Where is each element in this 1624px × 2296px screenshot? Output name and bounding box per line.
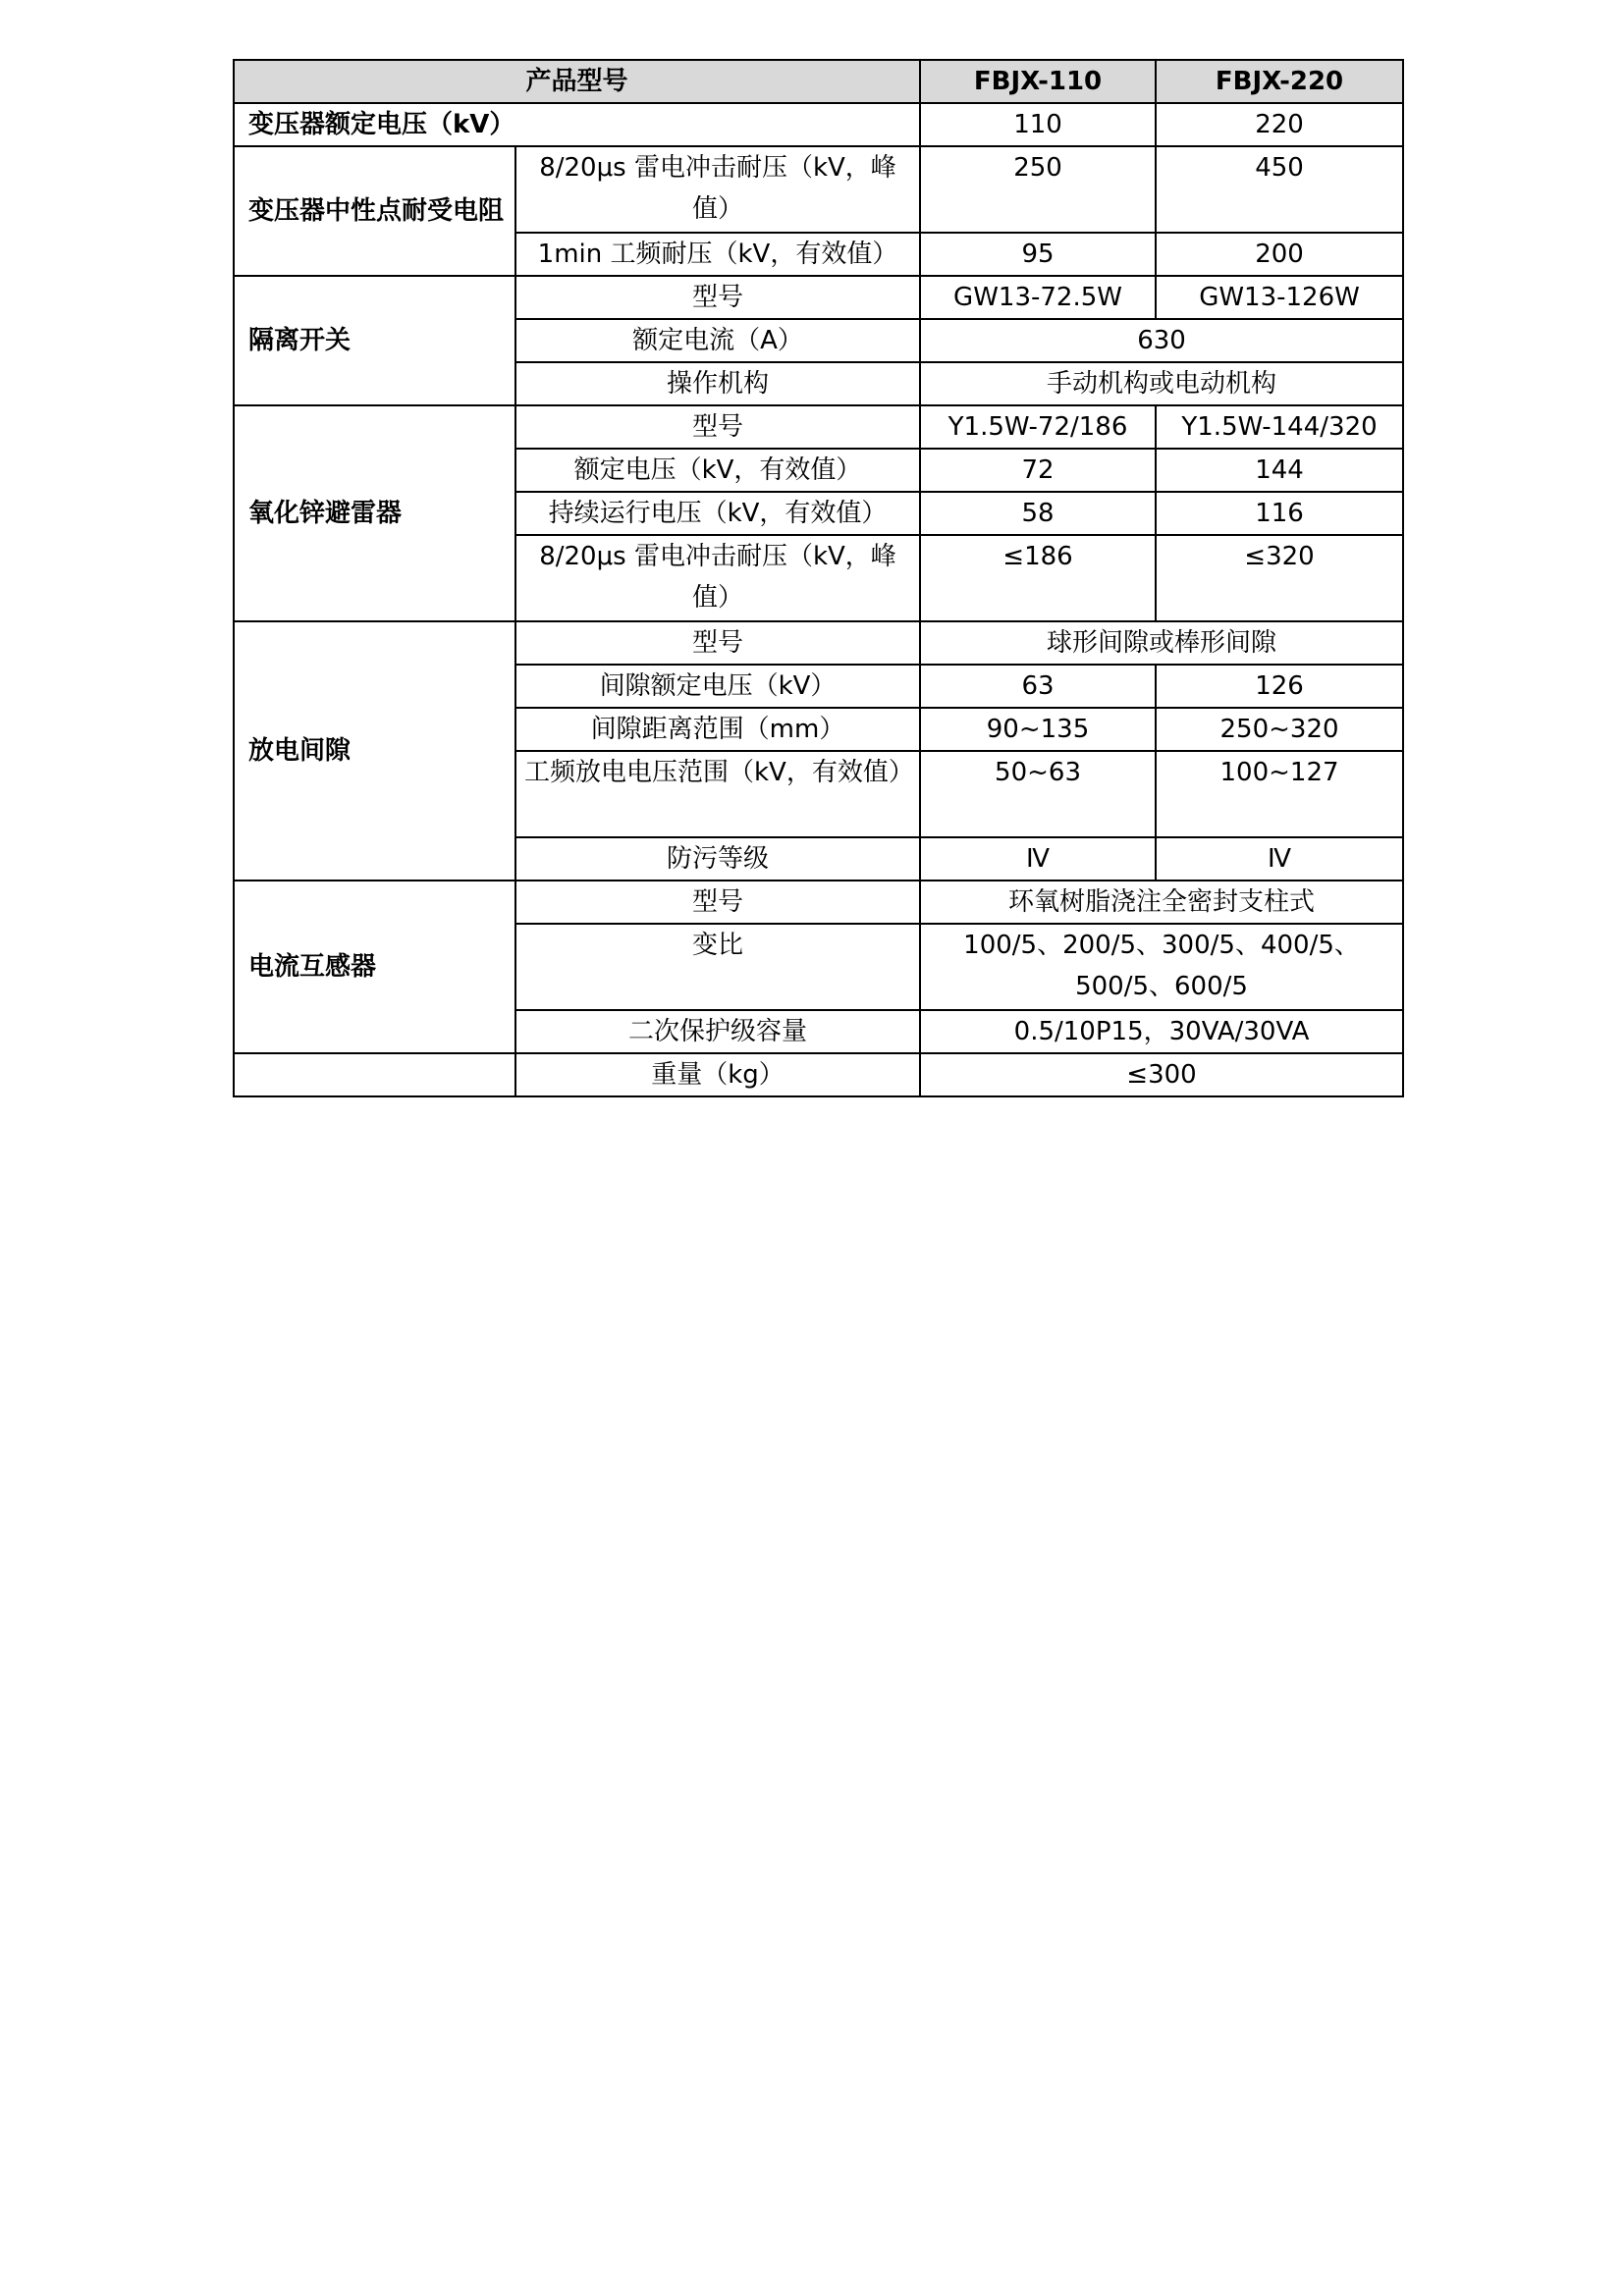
neutral-power-freq-label: 1min 工频耐压（kV，有效值）: [515, 233, 920, 276]
gap-distance-label: 间隙距离范围（mm）: [515, 708, 920, 751]
header-model-a: FBJX-110: [920, 60, 1156, 103]
table-row: [234, 881, 1403, 924]
arrester-category: 氧化锌避雷器: [234, 405, 515, 621]
table-row: [234, 405, 1403, 449]
neutral-impulse-label: 8/20μs 雷电冲击耐压（kV，峰值）: [515, 146, 920, 233]
gap-category: 放电间隙: [234, 621, 515, 881]
gap-rated-label: 间隙额定电压（kV）: [515, 665, 920, 708]
neutral-impulse-b: 450: [1156, 146, 1403, 233]
switch-mechanism-label: 操作机构: [515, 362, 920, 405]
gap-pollution-a: Ⅳ: [920, 837, 1156, 881]
arrester-impulse-label: 8/20μs 雷电冲击耐压（kV，峰值）: [515, 535, 920, 621]
weight-empty-cell: [234, 1053, 515, 1096]
switch-current-label: 额定电流（A）: [515, 319, 920, 362]
weight-label: 重量（kg）: [515, 1053, 920, 1096]
arrester-rated-a: 72: [920, 449, 1156, 492]
gap-pollution-b: Ⅳ: [1156, 837, 1403, 881]
arrester-continuous-a: 58: [920, 492, 1156, 535]
arrester-model-a: Y1.5W-72/186: [920, 405, 1156, 449]
ct-ratio-label: 变比: [515, 924, 920, 1010]
rated-voltage-label: 变压器额定电压（kV）: [234, 103, 920, 146]
table-row: [234, 621, 1403, 665]
table-row: [234, 276, 1403, 319]
gap-discharge-b: 100~127: [1156, 751, 1403, 837]
arrester-rated-label: 额定电压（kV，有效值）: [515, 449, 920, 492]
ct-ratio-value: 100/5、200/5、300/5、400/5、500/5、600/5: [920, 924, 1403, 1010]
neutral-power-freq-a: 95: [920, 233, 1156, 276]
gap-distance-b: 250~320: [1156, 708, 1403, 751]
header-model-b: FBJX-220: [1156, 60, 1403, 103]
neutral-impulse-a: 250: [920, 146, 1156, 233]
arrester-model-label: 型号: [515, 405, 920, 449]
table-row: [234, 1053, 1403, 1096]
switch-model-a: GW13-72.5W: [920, 276, 1156, 319]
arrester-impulse-b: ≤320: [1156, 535, 1403, 621]
rated-voltage-b: 220: [1156, 103, 1403, 146]
switch-category: 隔离开关: [234, 276, 515, 405]
ct-capacity-label: 二次保护级容量: [515, 1010, 920, 1053]
header-product-model: 产品型号: [234, 60, 920, 103]
arrester-impulse-a: ≤186: [920, 535, 1156, 621]
gap-rated-b: 126: [1156, 665, 1403, 708]
weight-value: ≤300: [920, 1053, 1403, 1096]
gap-model-value: 球形间隙或棒形间隙: [920, 621, 1403, 665]
gap-model-label: 型号: [515, 621, 920, 665]
rated-voltage-a: 110: [920, 103, 1156, 146]
arrester-continuous-label: 持续运行电压（kV，有效值）: [515, 492, 920, 535]
gap-rated-a: 63: [920, 665, 1156, 708]
switch-model-b: GW13-126W: [1156, 276, 1403, 319]
neutral-category: 变压器中性点耐受电阻: [234, 146, 515, 276]
spec-table: [233, 59, 1404, 1097]
ct-model-label: 型号: [515, 881, 920, 924]
gap-pollution-label: 防污等级: [515, 837, 920, 881]
table-row: [234, 146, 1403, 233]
gap-distance-a: 90~135: [920, 708, 1156, 751]
header-row: [234, 60, 1403, 103]
switch-current-value: 630: [920, 319, 1403, 362]
gap-discharge-label: 工频放电电压范围（kV，有效值）: [515, 751, 920, 837]
arrester-rated-b: 144: [1156, 449, 1403, 492]
arrester-continuous-b: 116: [1156, 492, 1403, 535]
switch-model-label: 型号: [515, 276, 920, 319]
neutral-power-freq-b: 200: [1156, 233, 1403, 276]
ct-capacity-value: 0.5/10P15，30VA/30VA: [920, 1010, 1403, 1053]
arrester-model-b: Y1.5W-144/320: [1156, 405, 1403, 449]
table-row: [234, 103, 1403, 146]
ct-model-value: 环氧树脂浇注全密封支柱式: [920, 881, 1403, 924]
gap-discharge-a: 50~63: [920, 751, 1156, 837]
switch-mechanism-value: 手动机构或电动机构: [920, 362, 1403, 405]
ct-category: 电流互感器: [234, 881, 515, 1053]
